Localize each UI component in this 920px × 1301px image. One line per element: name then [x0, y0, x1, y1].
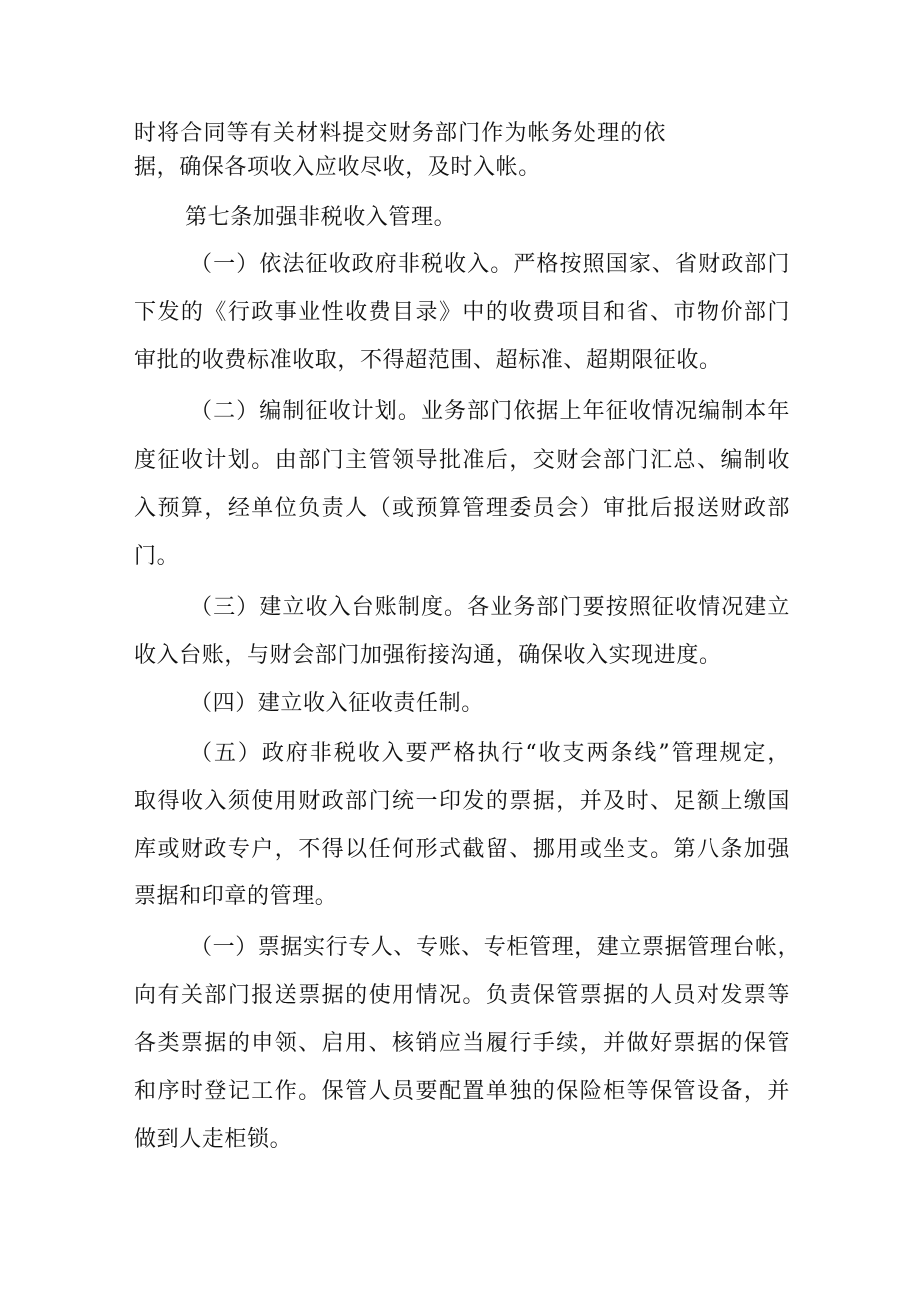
text-line: （五）政府非税收入要严格执行“收支两条线”管理规定，: [190, 741, 790, 766]
text-line: 入预算，经单位负责人（或预算管理委员会）审批后报送财政部: [134, 496, 790, 521]
text-line: 库或财政专户，不得以任何形式截留、挪用或坐支。第八条加强: [134, 837, 790, 862]
text-line: 据，确保各项收入应收尽收，及时入帐。: [134, 155, 541, 180]
text-line: 做到人走柜锁。: [134, 1127, 293, 1152]
text-line: （一）票据实行专人、专账、专柜管理，建立票据管理台帐，: [190, 935, 801, 960]
text-line: 下发的《行政事业性收费目录》中的收费项目和省、市物价部门: [134, 300, 790, 325]
text-line: 时将合同等有关材料提交财务部门作为帐务处理的依: [134, 121, 666, 146]
text-line: 各类票据的申领、启用、核销应当履行手续，并做好票据的保管: [134, 1031, 790, 1056]
text-line: 门。: [134, 544, 180, 569]
text-line: 票据和印章的管理。: [134, 884, 338, 909]
text-line: 和序时登记工作。保管人员要配置单独的保险柜等保管设备，并: [134, 1079, 790, 1104]
text-line: （一）依法征收政府非税收入。严格按照国家、省财政部门: [190, 252, 790, 277]
text-line: （四）建立收入征收责任制。: [190, 691, 484, 716]
text-line: 收入台账，与财会部门加强衔接沟通，确保收入实现进度。: [134, 643, 722, 668]
text-line: 向有关部门报送票据的使用情况。负责保管票据的人员对发票等: [134, 983, 790, 1008]
text-line: （二）编制征收计划。业务部门依据上年征收情况编制本年: [190, 399, 790, 424]
text-line: 审批的收费标准收取，不得超范围、超标准、超期限征收。: [134, 348, 722, 373]
text-line: （三）建立收入台账制度。各业务部门要按照征收情况建立: [190, 595, 790, 620]
text-line: 取得收入须使用财政部门统一印发的票据，并及时、足额上缴国: [134, 789, 790, 814]
article-heading: 第七条加强非税收入管理。: [185, 205, 457, 230]
text-line: 度征收计划。由部门主管领导批准后，交财会部门汇总、编制收: [134, 448, 790, 473]
